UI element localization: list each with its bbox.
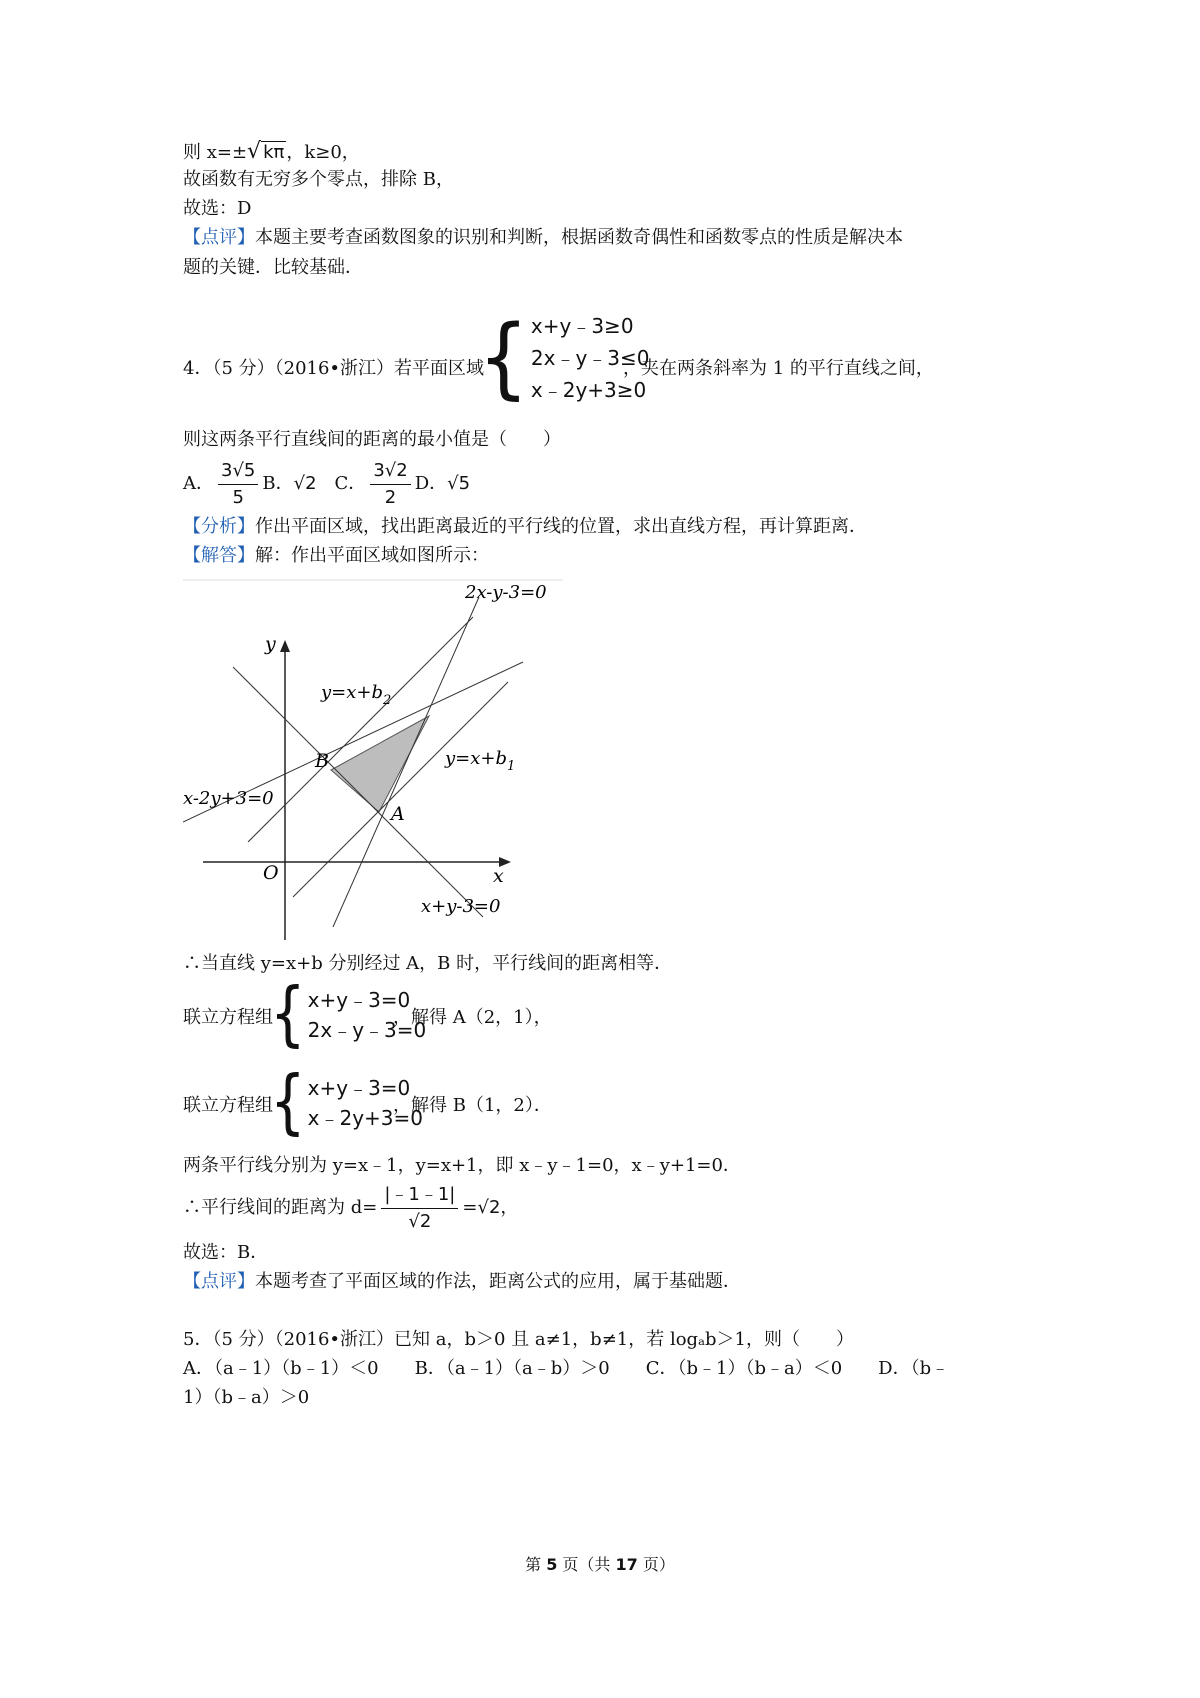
text-line: 故函数有无穷多个零点，排除 B，: [183, 169, 454, 190]
text: 联立方程组: [183, 1095, 273, 1116]
system-line: 2x﹣y﹣3=0: [307, 1018, 427, 1042]
numerator: 3√5: [218, 458, 258, 485]
label-point-a: A: [391, 803, 405, 825]
fraction: [370, 458, 410, 511]
denominator: 2: [384, 486, 397, 508]
brace-icon: {: [478, 306, 529, 409]
text-line: 两条平行线分别为 y=x﹣1，y=x+1，即 x﹣y﹣1=0，x﹣y+1=0．: [183, 1155, 741, 1176]
y-axis-arrow-icon: [280, 640, 290, 652]
sqrt-expr: √ kπ: [247, 139, 285, 164]
label-x-2y-3: x-2y+3=0: [183, 788, 274, 809]
fraction: [218, 458, 258, 511]
text: 第: [525, 1555, 547, 1574]
numerator: |﹣1﹣1|: [381, 1182, 458, 1209]
label-origin: O: [263, 862, 279, 884]
label-text: y=x+b: [321, 682, 384, 703]
page-number: 5: [546, 1555, 558, 1574]
system-line: x+y﹣3=0: [307, 1076, 411, 1100]
denominator: √2: [408, 1210, 432, 1232]
option-value: √5: [447, 473, 471, 494]
label-2x-y-3: 2x-y-3=0: [465, 582, 547, 603]
result-value: √2: [477, 1197, 501, 1218]
region-figure: [183, 572, 563, 942]
text-line: 则这两条平行直线间的距离的最小值是（ ）: [183, 429, 561, 450]
question-5-options-cont: 1）（b﹣a）＞0: [183, 1387, 310, 1408]
system-line: x+y﹣3=0: [307, 988, 411, 1012]
label-y-x-b1: [444, 748, 515, 774]
label-subscript: 1: [507, 759, 516, 774]
comment-tag: 【点评】: [183, 1271, 255, 1292]
text: 本题考查了平面区域的作法，距离公式的应用，属于基础题．: [255, 1271, 741, 1292]
system-line: 2x﹣y﹣3≤0: [530, 346, 650, 370]
numerator: 3√2: [370, 458, 410, 485]
text: =: [462, 1197, 478, 1218]
question-5-stem: 5．（5 分）（2016•浙江）已知 a，b＞0 且 a≠1，b≠1，若 logₐb＞1，则（ ）: [183, 1329, 854, 1350]
text-line: ∴当直线 y=x+b 分别经过 A，B 时，平行线间的距离相等．: [183, 953, 673, 974]
text-line: 故选：B．: [183, 1242, 269, 1263]
feasible-region: [331, 716, 429, 812]
system-line: x+y﹣3≥0: [530, 314, 634, 338]
system-line: x﹣2y+3=0: [307, 1106, 424, 1130]
text: 则 x=±: [183, 142, 248, 163]
system-line: x﹣2y+3≥0: [530, 378, 647, 402]
option-a-label: A．: [183, 473, 214, 494]
analysis-tag: 【分析】: [183, 516, 255, 537]
label-y-axis: y: [265, 633, 276, 655]
option-c-label: C．: [334, 473, 367, 494]
radicand: kπ: [263, 142, 285, 163]
question-4-stem: [183, 357, 484, 381]
comment-line: [183, 226, 903, 250]
solution-tag: 【解答】: [183, 545, 255, 566]
text: 页）: [637, 1555, 675, 1574]
analysis-line: [183, 515, 867, 539]
label-x-y-3: x+y-3=0: [421, 896, 501, 917]
fraction: [381, 1182, 458, 1235]
answer-options: [183, 456, 470, 512]
text-line: 题的关键．比较基础．: [183, 257, 363, 278]
solution-line: [183, 544, 489, 568]
text: ∴平行线间的距离为 d=: [183, 1197, 378, 1218]
text: 页（共: [557, 1555, 616, 1574]
text-line: [183, 140, 360, 165]
denominator: 5: [232, 486, 244, 508]
text: 解：作出平面区域如图所示：: [255, 545, 489, 566]
text: ，解得 B（1，2）．: [393, 1095, 552, 1116]
text: 4．（5 分）（2016•浙江）若平面区域: [183, 358, 485, 379]
distance-line: [183, 1180, 518, 1236]
label-text: y=x+b: [445, 748, 508, 769]
brace-icon: {: [270, 973, 306, 1055]
text: ，k≥0，: [286, 142, 360, 163]
line-y-eq-x-plus-b1: [293, 682, 508, 897]
text: 作出平面区域，找出距离最近的平行线的位置，求出直线方程，再计算距离．: [255, 516, 867, 537]
question-5-options: A．（a﹣1）（b﹣1）＜0 B．（a﹣1）（a﹣b）＞0 C．（b﹣1）（b﹣a）＜0 D．（b﹣: [183, 1358, 950, 1379]
text: 联立方程组: [183, 1007, 273, 1028]
text: ，解得 A（2，1），: [393, 1007, 552, 1028]
text: ，夹在两条斜率为 1 的平行直线之间，: [623, 358, 934, 379]
option-b-label: B．: [262, 473, 294, 494]
option-value: √2: [293, 473, 317, 494]
comment-tag: 【点评】: [183, 227, 255, 248]
comment-line: [183, 1270, 741, 1294]
text: ，: [500, 1197, 519, 1218]
text-line: 故选：D: [183, 198, 252, 219]
text: 本题主要考查函数图象的识别和判断，根据函数奇偶性和函数零点的性质是解决本: [255, 227, 903, 248]
page-total: 17: [615, 1555, 638, 1574]
label-point-b: B: [315, 750, 329, 772]
label-subscript: 2: [383, 693, 392, 708]
label-x-axis: x: [493, 865, 504, 887]
page-footer: [0, 1552, 1200, 1575]
option-d-label: D．: [414, 473, 448, 494]
brace-icon: {: [270, 1061, 306, 1143]
label-y-x-b2: [320, 682, 391, 708]
